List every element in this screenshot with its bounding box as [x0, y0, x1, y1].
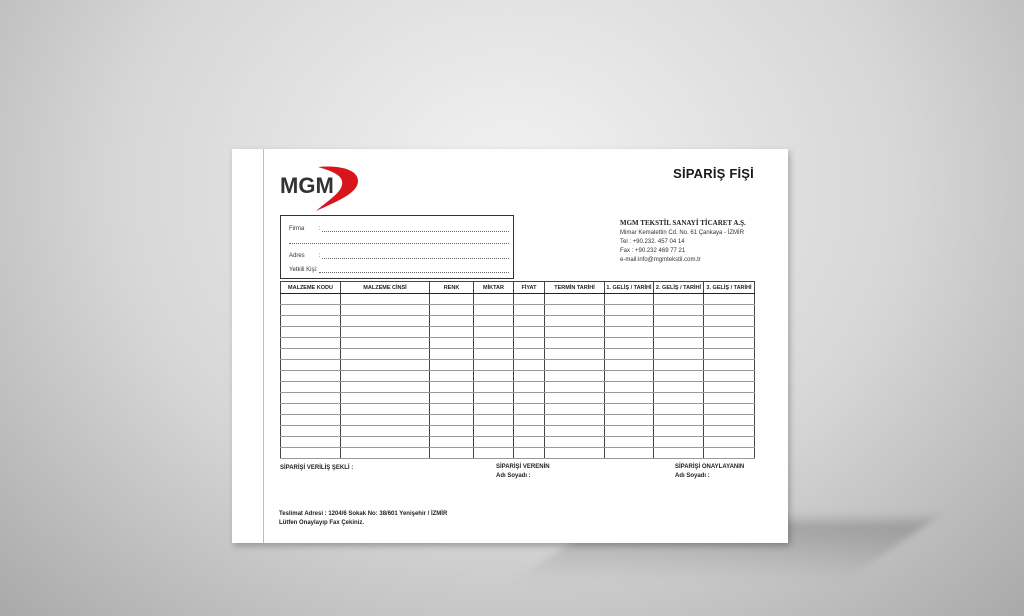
table-cell[interactable] [281, 426, 341, 437]
order-items-table [280, 281, 755, 459]
svg-text:MGM: MGM [280, 173, 334, 198]
table-cell[interactable] [654, 382, 704, 393]
table-cell[interactable] [704, 349, 755, 360]
company-info [620, 219, 746, 265]
table-cell[interactable] [341, 404, 430, 415]
delivery-method-label: SİPARİŞİ VERİLİŞ ŞEKLİ : [280, 465, 354, 471]
table-row [281, 382, 755, 393]
table-cell[interactable] [341, 393, 430, 404]
table-row [281, 437, 755, 448]
table-cell[interactable] [545, 338, 605, 349]
firma-label: Firma [289, 226, 305, 232]
firma-continuation-line [289, 237, 509, 244]
table-cell[interactable] [545, 415, 605, 426]
table-cell[interactable] [341, 327, 430, 338]
orderer-label: SİPARİŞİ VERENİN [496, 464, 550, 470]
table-cell[interactable] [654, 448, 704, 459]
table-cell[interactable] [605, 415, 654, 426]
table-cell[interactable] [514, 371, 545, 382]
table-row [281, 415, 755, 426]
table-cell[interactable] [514, 327, 545, 338]
table-cell[interactable] [474, 382, 514, 393]
table-cell[interactable] [654, 404, 704, 415]
table-row [281, 404, 755, 415]
table-cell[interactable] [514, 393, 545, 404]
table-cell[interactable] [474, 426, 514, 437]
table-cell[interactable] [605, 316, 654, 327]
adres-label: Adres [289, 253, 305, 259]
fax-note: Lütfen Onaylayıp Fax Çekiniz. [279, 520, 365, 526]
table-cell[interactable] [341, 349, 430, 360]
table-cell[interactable] [281, 448, 341, 459]
mgm-logo [278, 163, 362, 213]
table-cell[interactable] [704, 437, 755, 448]
order-form-sheet [232, 149, 788, 543]
table-row [281, 349, 755, 360]
table-cell[interactable] [605, 448, 654, 459]
delivery-address: Teslimat Adresi : 1204/6 Sokak No: 38/601 Yenişehir / İZMİR [279, 511, 448, 517]
table-cell[interactable] [704, 316, 755, 327]
table-cell[interactable] [605, 349, 654, 360]
table-cell[interactable] [474, 338, 514, 349]
table-cell[interactable] [430, 294, 474, 305]
table-cell[interactable] [514, 360, 545, 371]
table-cell[interactable] [341, 415, 430, 426]
col-gelis-3: 3. GELİŞ / TARİHİ [704, 282, 755, 294]
table-cell[interactable] [281, 294, 341, 305]
table-cell[interactable] [341, 294, 430, 305]
table-cell[interactable] [545, 360, 605, 371]
table-cell[interactable] [514, 338, 545, 349]
table-cell[interactable] [430, 349, 474, 360]
table-cell[interactable] [545, 404, 605, 415]
company-tel: Tel : +90.232. 457 04 14 [620, 239, 685, 245]
table-cell[interactable] [605, 437, 654, 448]
company-fax: Fax : +90.232 469 77 21 [620, 248, 686, 254]
col-malzeme-kodu: MALZEME KODU [281, 282, 341, 294]
table-cell[interactable] [654, 349, 704, 360]
table-cell[interactable] [545, 393, 605, 404]
table-cell[interactable] [654, 415, 704, 426]
table-cell[interactable] [341, 382, 430, 393]
table-cell[interactable] [704, 448, 755, 459]
table-cell[interactable] [430, 448, 474, 459]
table-cell[interactable] [474, 294, 514, 305]
table-row [281, 393, 755, 404]
col-gelis-1: 1. GELİŞ / TARİHİ [605, 282, 654, 294]
col-renk: RENK [430, 282, 474, 294]
table-cell[interactable] [654, 371, 704, 382]
table-cell[interactable] [474, 349, 514, 360]
table-cell[interactable] [545, 437, 605, 448]
table-cell[interactable] [430, 327, 474, 338]
table-cell[interactable] [704, 294, 755, 305]
table-cell[interactable] [281, 382, 341, 393]
col-fiyat: FİYAT [514, 282, 545, 294]
table-row [281, 448, 755, 459]
table-cell[interactable] [281, 316, 341, 327]
footer-notes [279, 510, 447, 528]
table-cell[interactable] [281, 338, 341, 349]
table-cell[interactable] [281, 349, 341, 360]
table-cell[interactable] [545, 294, 605, 305]
table-cell[interactable] [654, 338, 704, 349]
table-cell[interactable] [474, 393, 514, 404]
table-cell[interactable] [545, 448, 605, 459]
document-title: SİPARİŞ FİŞİ [673, 166, 754, 181]
table-cell[interactable] [704, 382, 755, 393]
table-cell[interactable] [430, 404, 474, 415]
table-cell[interactable] [474, 327, 514, 338]
table-cell[interactable] [654, 393, 704, 404]
yetkili-kisi-line [319, 266, 509, 273]
table-cell[interactable] [605, 426, 654, 437]
yetkili-kisi-field[interactable] [289, 265, 509, 273]
table-cell[interactable] [605, 393, 654, 404]
table-cell[interactable] [704, 404, 755, 415]
table-cell[interactable] [545, 305, 605, 316]
table-cell[interactable] [474, 448, 514, 459]
table-cell[interactable] [474, 415, 514, 426]
table-cell[interactable] [474, 371, 514, 382]
table-body [281, 294, 755, 459]
table-cell[interactable] [605, 338, 654, 349]
firma-line [322, 225, 509, 232]
yetkili-kisi-separator: : [315, 267, 318, 273]
table-cell[interactable] [654, 437, 704, 448]
table-cell[interactable] [545, 426, 605, 437]
table-cell[interactable] [474, 404, 514, 415]
adres-field[interactable] [289, 251, 509, 259]
table-cell[interactable] [341, 448, 430, 459]
table-cell[interactable] [704, 360, 755, 371]
table-cell[interactable] [430, 415, 474, 426]
table-cell[interactable] [704, 371, 755, 382]
table-cell[interactable] [654, 305, 704, 316]
col-termin-tarihi: TERMİN TARİHİ [545, 282, 605, 294]
firma-continuation-field[interactable] [289, 236, 509, 244]
table-cell[interactable] [341, 338, 430, 349]
company-address: Mimar Kemalettin Cd. No. 61 Çankaya - İZMİR [620, 230, 745, 236]
table-cell[interactable] [605, 404, 654, 415]
table-cell[interactable] [474, 437, 514, 448]
table-row [281, 294, 755, 305]
table-cell[interactable] [704, 338, 755, 349]
firma-field[interactable] [289, 224, 509, 232]
table-cell[interactable] [474, 316, 514, 327]
table-cell[interactable] [514, 294, 545, 305]
table-row [281, 305, 755, 316]
table-cell[interactable] [514, 426, 545, 437]
table-cell[interactable] [704, 393, 755, 404]
table-cell[interactable] [545, 382, 605, 393]
table-cell[interactable] [341, 426, 430, 437]
table-cell[interactable] [545, 349, 605, 360]
table-cell[interactable] [605, 294, 654, 305]
table-cell[interactable] [514, 437, 545, 448]
approver-name-label: Adı Soyadı : [675, 473, 710, 479]
table-cell[interactable] [281, 437, 341, 448]
table-cell[interactable] [430, 382, 474, 393]
table-row [281, 426, 755, 437]
table-cell[interactable] [514, 415, 545, 426]
firma-separator: : [318, 226, 321, 232]
table-cell[interactable] [605, 360, 654, 371]
table-cell[interactable] [654, 294, 704, 305]
table-cell[interactable] [281, 393, 341, 404]
table-cell[interactable] [281, 360, 341, 371]
table-cell[interactable] [430, 305, 474, 316]
approver-section [675, 463, 744, 481]
table-cell[interactable] [341, 360, 430, 371]
table-cell[interactable] [605, 327, 654, 338]
table-cell[interactable] [605, 382, 654, 393]
table-cell[interactable] [704, 327, 755, 338]
table-cell[interactable] [514, 305, 545, 316]
table-cell[interactable] [474, 305, 514, 316]
table-cell[interactable] [281, 415, 341, 426]
table-cell[interactable] [281, 404, 341, 415]
table-cell[interactable] [704, 415, 755, 426]
orderer-section [496, 463, 550, 481]
table-cell[interactable] [281, 371, 341, 382]
adres-line [322, 252, 509, 259]
mgm-logo-icon [278, 163, 362, 213]
table-row [281, 360, 755, 371]
col-gelis-2: 2. GELİŞ / TARİHİ [654, 282, 704, 294]
table-cell[interactable] [605, 371, 654, 382]
table-cell[interactable] [281, 327, 341, 338]
table-cell[interactable] [514, 404, 545, 415]
table-cell[interactable] [654, 316, 704, 327]
table-row [281, 327, 755, 338]
table-cell[interactable] [474, 360, 514, 371]
table-cell[interactable] [430, 426, 474, 437]
table-row [281, 338, 755, 349]
table-cell[interactable] [514, 349, 545, 360]
table-cell[interactable] [430, 338, 474, 349]
table-cell[interactable] [514, 316, 545, 327]
table-cell[interactable] [654, 360, 704, 371]
table-cell[interactable] [545, 316, 605, 327]
table-cell[interactable] [341, 316, 430, 327]
table-cell[interactable] [545, 327, 605, 338]
table-row [281, 371, 755, 382]
col-malzeme-cinsi: MALZEME CİNSİ [341, 282, 430, 294]
table-cell[interactable] [654, 426, 704, 437]
table-cell[interactable] [430, 393, 474, 404]
company-name: MGM TEKSTİL SANAYİ TİCARET A.Ş. [620, 219, 746, 227]
yetkili-kisi-label: Yetkili Kişi [289, 267, 316, 273]
table-cell[interactable] [341, 305, 430, 316]
table-cell[interactable] [514, 448, 545, 459]
adres-separator: : [318, 253, 321, 259]
approver-label: SİPARİŞİ ONAYLAYANIN [675, 464, 745, 470]
table-cell[interactable] [545, 371, 605, 382]
table-row [281, 316, 755, 327]
table-cell[interactable] [341, 371, 430, 382]
orderer-name-label: Adı Soyadı : [496, 473, 531, 479]
table-cell[interactable] [430, 316, 474, 327]
table-cell[interactable] [430, 371, 474, 382]
table-cell[interactable] [605, 305, 654, 316]
col-miktar: MİKTAR [474, 282, 514, 294]
table-cell[interactable] [430, 360, 474, 371]
binding-line [263, 149, 264, 543]
table-header-row [281, 282, 755, 294]
table-cell[interactable] [514, 382, 545, 393]
table-cell[interactable] [430, 437, 474, 448]
table-cell[interactable] [654, 327, 704, 338]
table-cell[interactable] [704, 305, 755, 316]
table-cell[interactable] [281, 305, 341, 316]
company-email: e-mail:info@mgmtekstil.com.tr [620, 257, 701, 263]
customer-info-box [280, 215, 514, 279]
table-cell[interactable] [704, 426, 755, 437]
table-cell[interactable] [341, 437, 430, 448]
